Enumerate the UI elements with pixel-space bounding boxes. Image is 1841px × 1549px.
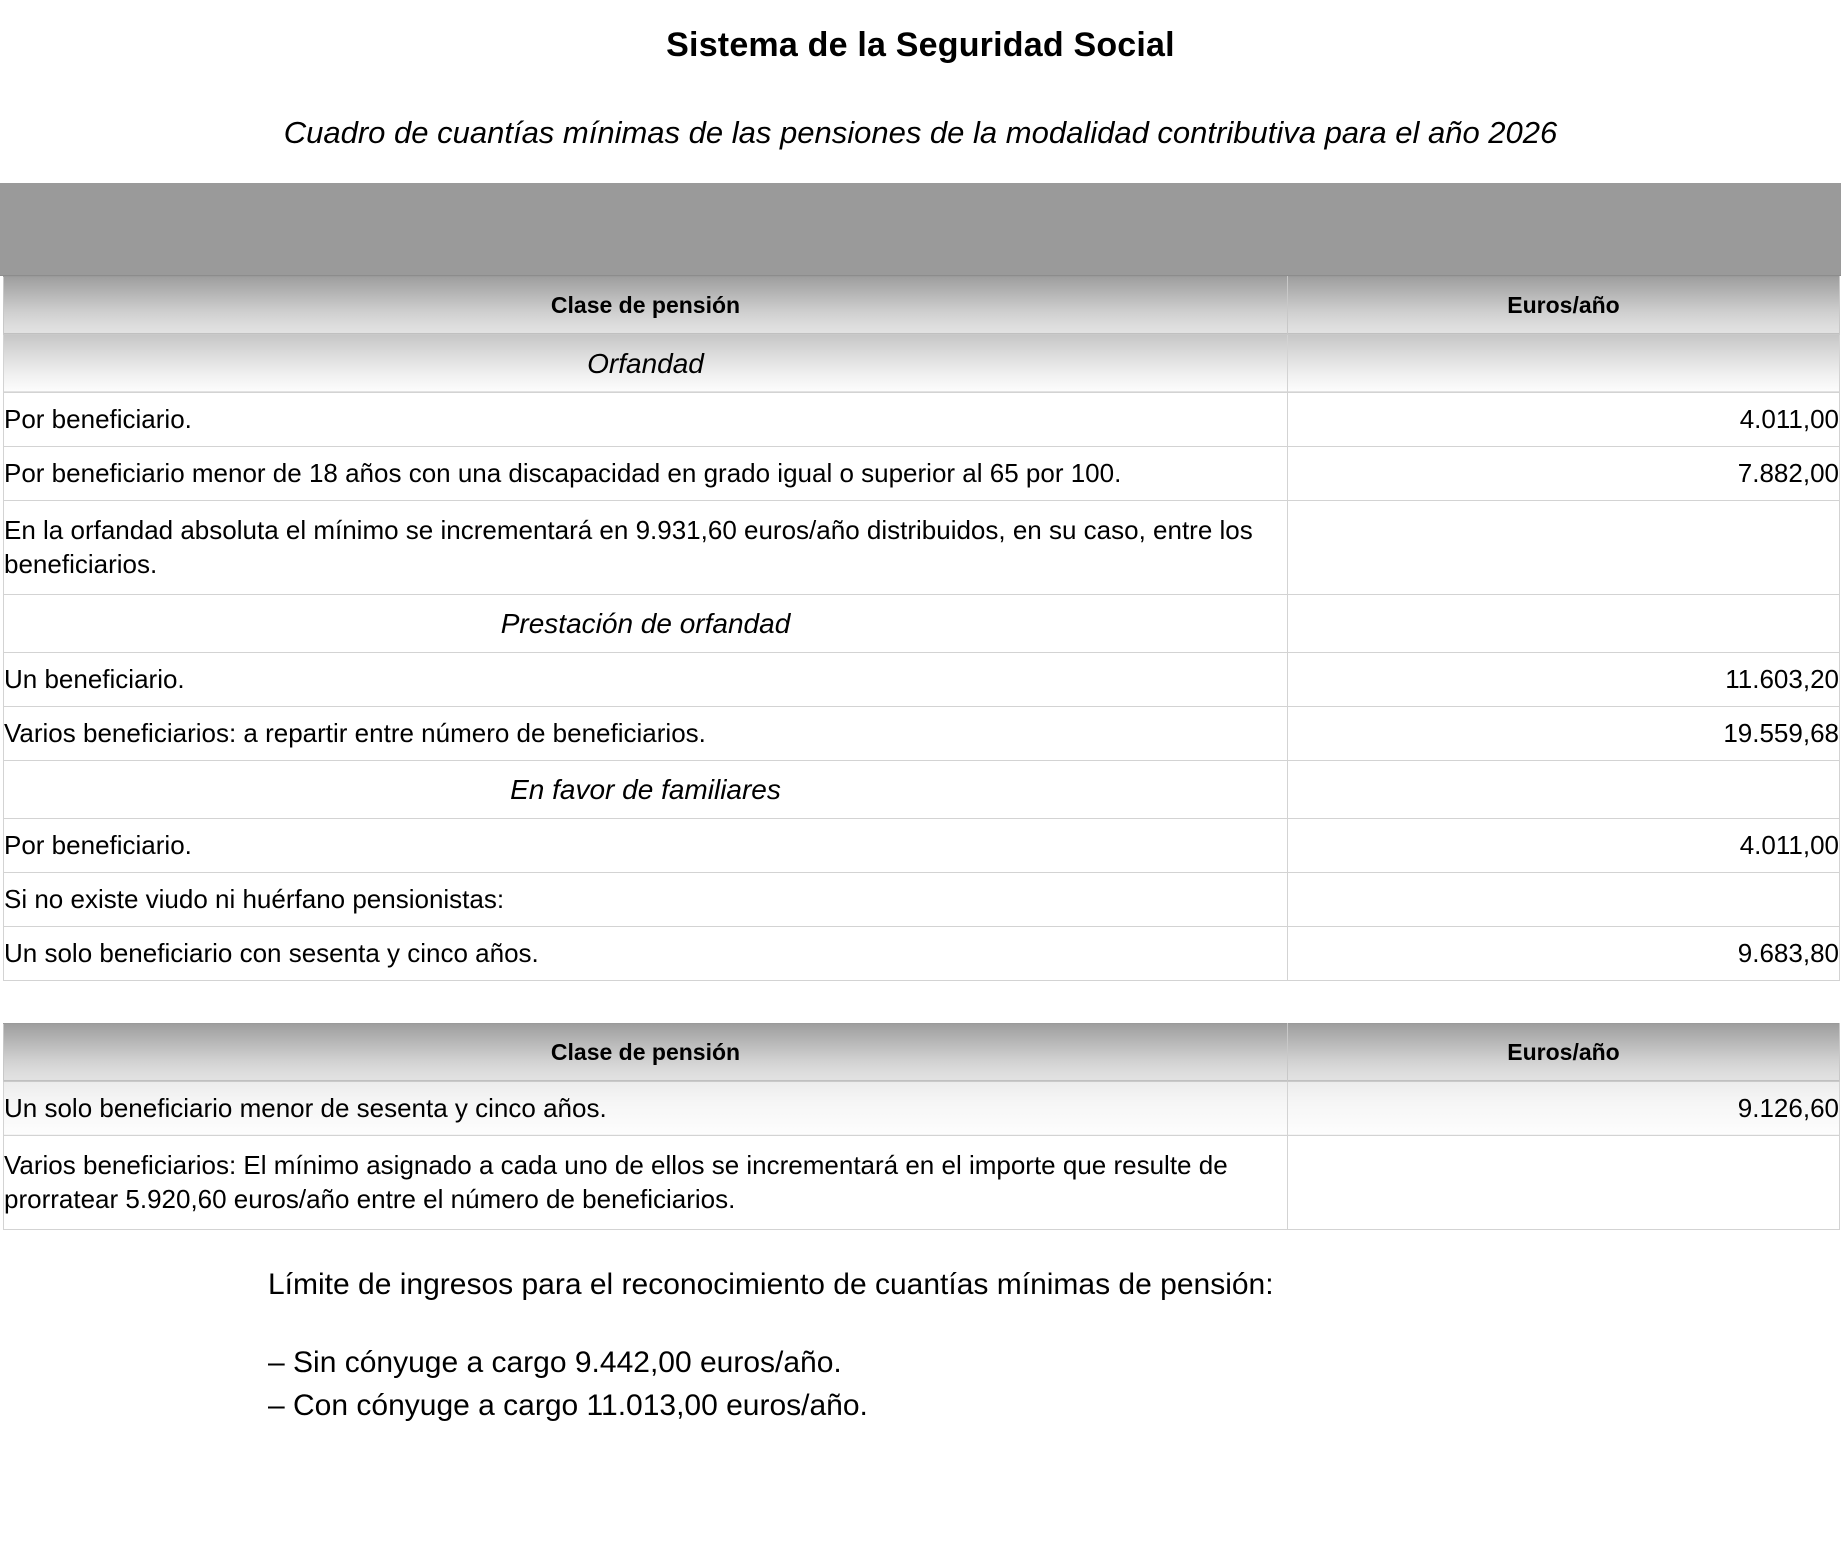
table-2-body (4, 1081, 1840, 1229)
gray-header-band (0, 183, 1841, 276)
section-row-prestacion-de-orfandad (4, 594, 1840, 652)
row-description: Un beneficiario. (4, 652, 1288, 706)
table-row (4, 500, 1840, 594)
section-row-en-favor-de-familiares (4, 760, 1840, 818)
row-value (1288, 872, 1840, 926)
income-limit-list (268, 1341, 1841, 1427)
table-1-body (4, 334, 1840, 980)
column-header-clase-de-pension: Clase de pensión (4, 276, 1288, 334)
income-limit-section (0, 1230, 1841, 1427)
list-item: – Con cónyuge a cargo 11.013,00 euros/año. (268, 1388, 868, 1422)
row-value: 9.683,80 (1288, 926, 1840, 980)
section-label: En favor de familiares (4, 760, 1288, 818)
row-description: Un solo beneficiario menor de sesenta y cinco años. (4, 1081, 1288, 1135)
table-header-row (4, 1023, 1840, 1081)
pension-table-1 (3, 276, 1840, 981)
row-description: Varios beneficiarios: a repartir entre número de beneficiarios. (4, 706, 1288, 760)
table-row (4, 446, 1840, 500)
table-row (4, 926, 1840, 980)
row-value (1288, 1135, 1840, 1229)
table-row (4, 652, 1840, 706)
row-description: Varios beneficiarios: El mínimo asignado a cada uno de ellos se incrementará en el importe que resulte de prorratear 5.920,60 euros/año entre el número de beneficiarios. (4, 1135, 1288, 1229)
page-title: Sistema de la Seguridad Social (666, 26, 1175, 64)
table-spacer (0, 981, 1841, 1023)
row-value (1288, 500, 1840, 594)
page-subtitle: Cuadro de cuantías mínimas de las pensiones de la modalidad contributiva para el año 2026 (283, 114, 1558, 150)
row-value: 19.559,68 (1288, 706, 1840, 760)
table-row (4, 392, 1840, 446)
pension-table-2 (3, 1023, 1840, 1230)
column-header-euros-ano: Euros/año (1288, 1023, 1840, 1081)
table-row (4, 706, 1840, 760)
list-item: – Sin cónyuge a cargo 9.442,00 euros/año. (268, 1345, 842, 1379)
row-description: Si no existe viudo ni huérfano pensionistas: (4, 872, 1288, 926)
row-description: Por beneficiario menor de 18 años con una discapacidad en grado igual o superior al 65 por 100. (4, 446, 1288, 500)
section-value (1288, 334, 1840, 392)
row-value: 4.011,00 (1288, 392, 1840, 446)
section-label: Orfandad (4, 334, 1288, 392)
row-value: 4.011,00 (1288, 818, 1840, 872)
row-value: 7.882,00 (1288, 446, 1840, 500)
column-header-clase-de-pension: Clase de pensión (4, 1023, 1288, 1081)
column-header-euros-ano: Euros/año (1288, 276, 1840, 334)
table-row (4, 818, 1840, 872)
section-row-orfandad (4, 334, 1840, 392)
row-description: Por beneficiario. (4, 392, 1288, 446)
section-value (1288, 594, 1840, 652)
section-label: Prestación de orfandad (4, 594, 1288, 652)
income-limit-heading: Límite de ingresos para el reconocimiento de cuantías mínimas de pensión: (268, 1267, 1274, 1301)
row-value: 11.603,20 (1288, 652, 1840, 706)
table-row (4, 1081, 1840, 1135)
table-row (4, 872, 1840, 926)
table-row (4, 1135, 1840, 1229)
row-description: Un solo beneficiario con sesenta y cinco años. (4, 926, 1288, 980)
row-description: Por beneficiario. (4, 818, 1288, 872)
row-value: 9.126,60 (1288, 1081, 1840, 1135)
row-description: En la orfandad absoluta el mínimo se incrementará en 9.931,60 euros/año distribuidos, en su caso, entre los beneficiarios. (4, 500, 1288, 594)
section-value (1288, 760, 1840, 818)
table-header-row (4, 276, 1840, 334)
